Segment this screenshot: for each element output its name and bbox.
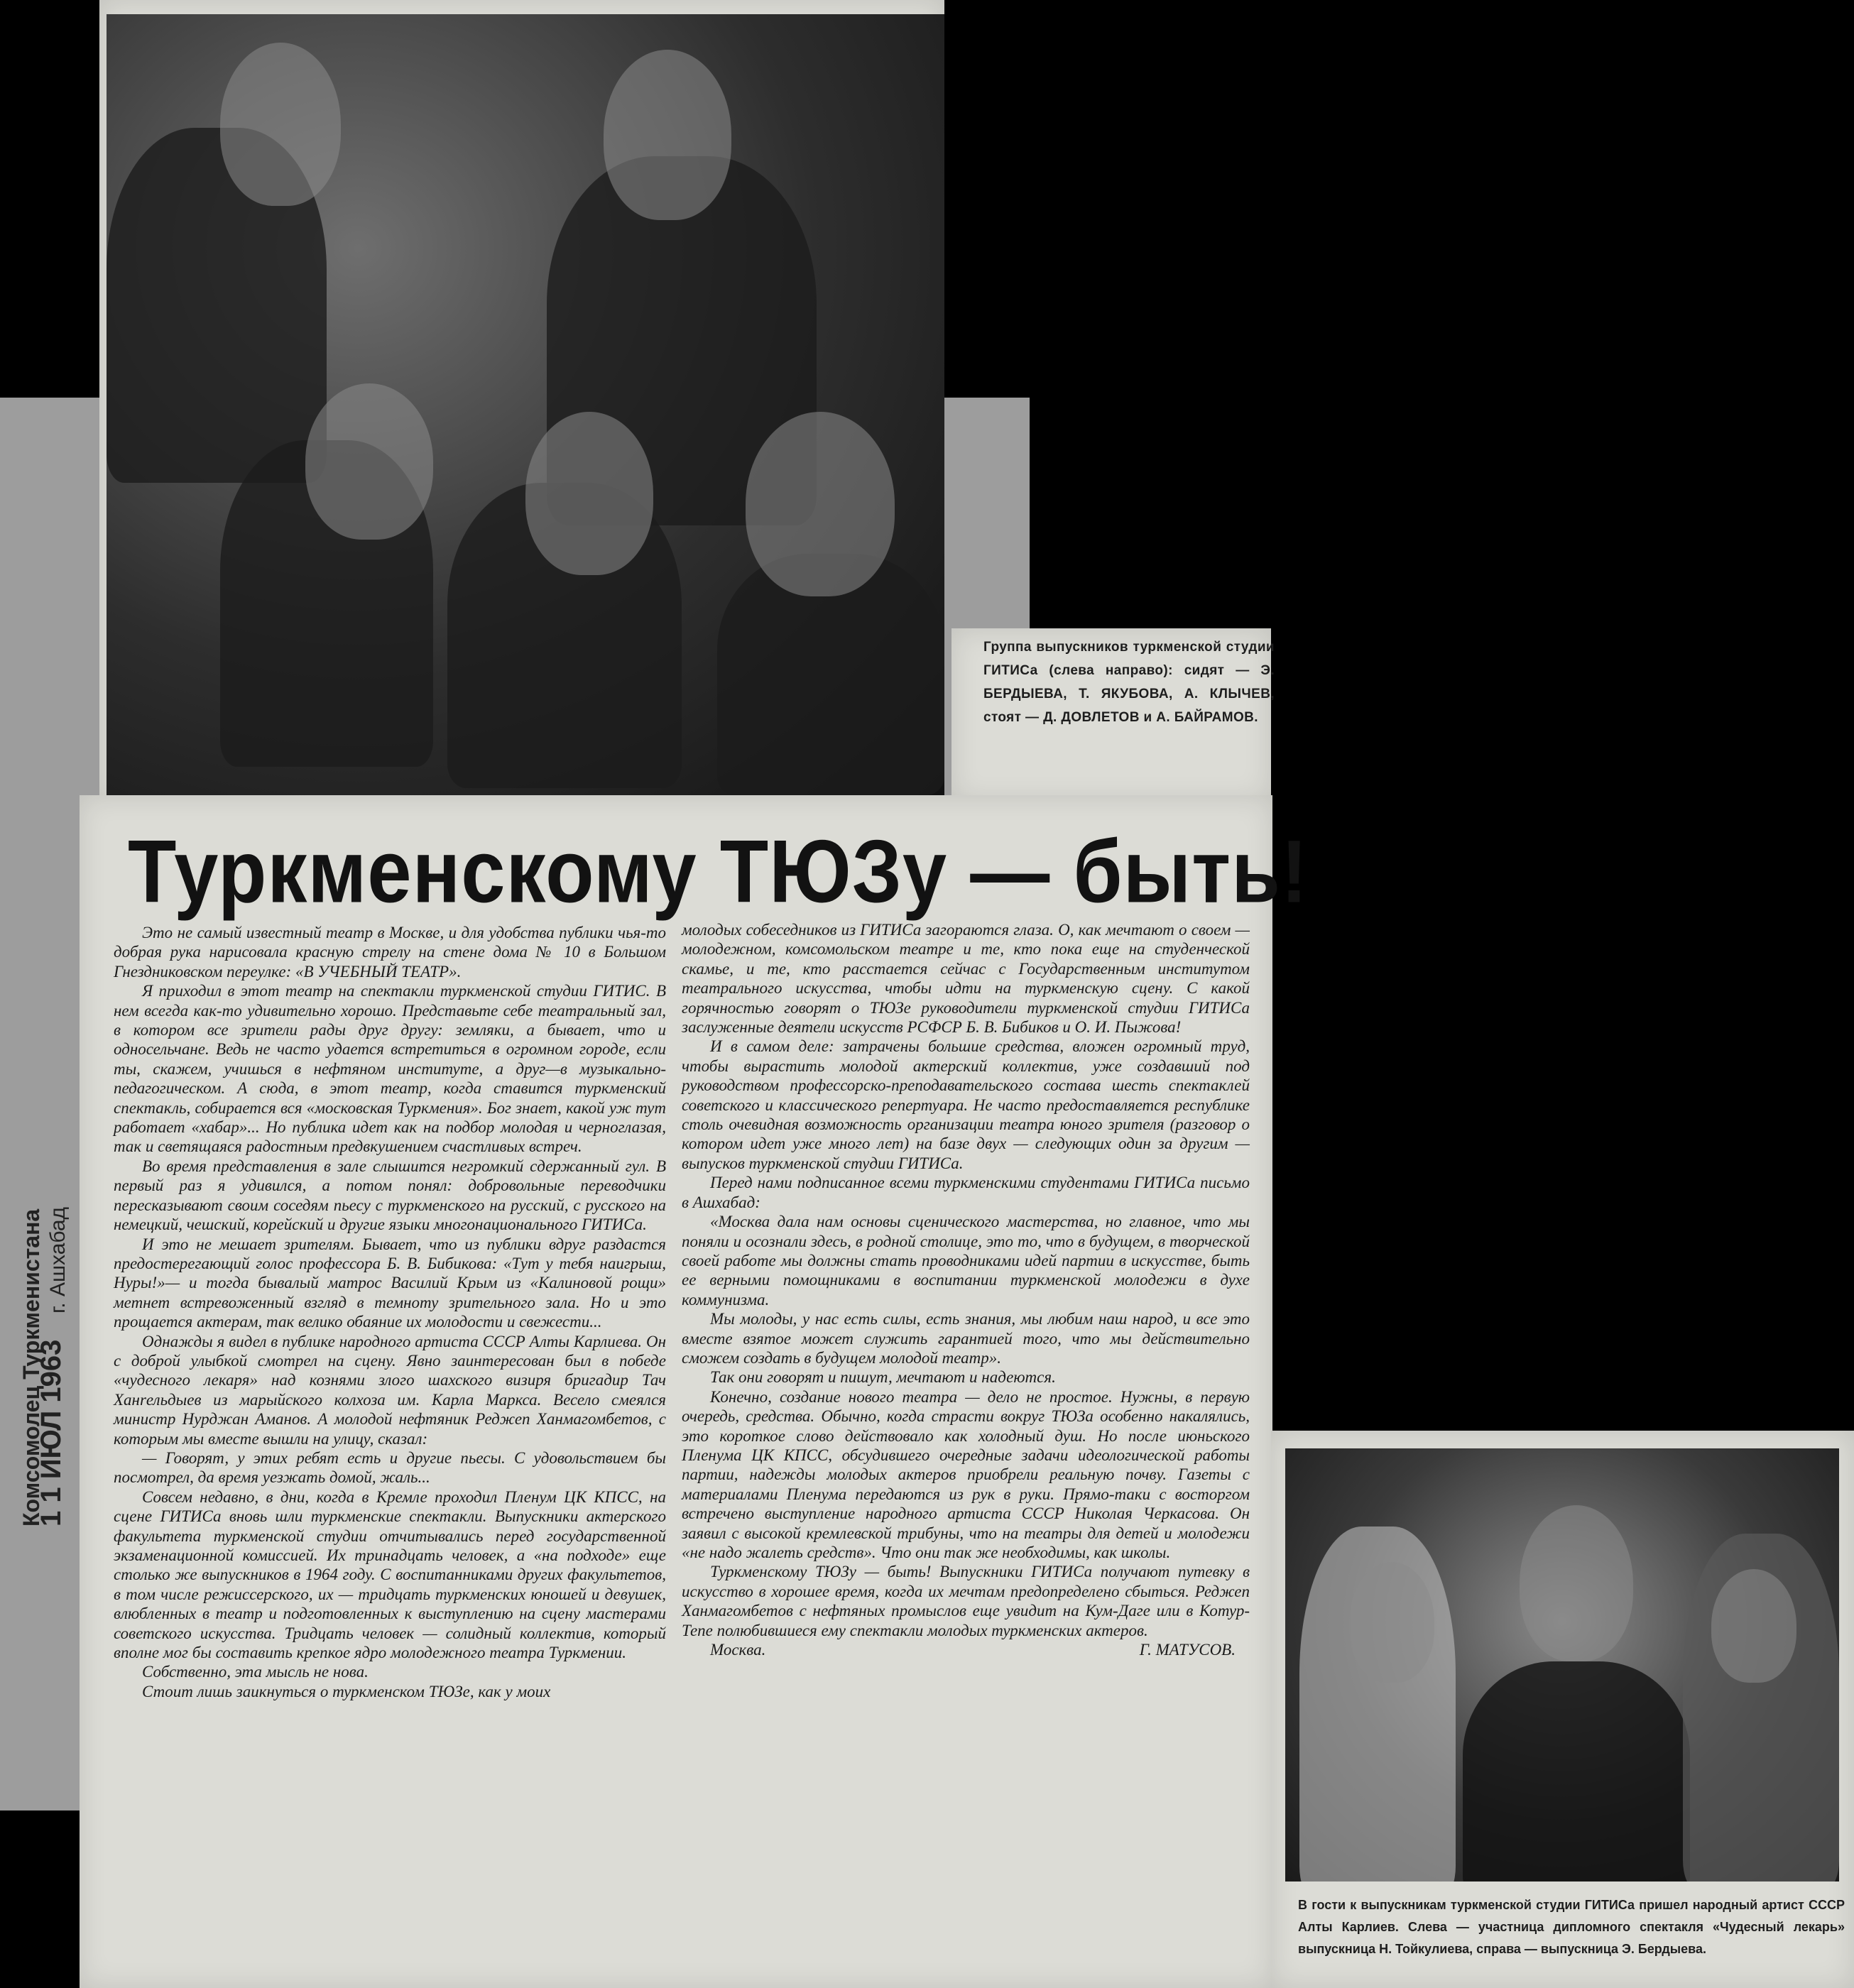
article-headline: Туркменскому ТЮЗу — быть! — [128, 821, 1309, 922]
group-photo — [107, 14, 944, 795]
newspaper-name: Комсомолец Туркменистана — [18, 1208, 44, 1526]
face-seated-left — [305, 383, 433, 540]
face-center-man — [1520, 1505, 1633, 1661]
visit-photo — [1285, 1448, 1839, 1882]
face-standing-right — [604, 50, 731, 220]
newspaper-city: г. Ашхабад — [46, 1206, 70, 1314]
figure-center-man — [1463, 1661, 1690, 1882]
paragraph: Конечно, создание нового театра — дело не простое. Нужны, в первую очередь, средства. Обычно, когда страсти вокруг ТЮЗа особенно накалялись, это короткое слово действовало как холодный душ. Но после июньского Пленума ЦК КПСС, обсудившего очередные задачи идеологической работы партии, надежды молодых актеров приобрели реальную почву. Газеты с материалами Пленума передаются из рук в руки. Прямо-таки с восторгом встречено выступление народного артиста СССР Николая Черкасова. Он заявил с высокой кремлевской трибуны, что на театры для детей и молодежи «не надо жалеть средств». Что они так же необходимы, как школы. — [682, 1387, 1250, 1561]
paragraph: Во время представления в зале слышится негромкий сдержанный гул. В первый раз я удивился, а потом понял: добровольные переводчики пересказывают своим соседям пьесу с туркменского на русский, с русского на немецкий, чешский, корейский и другие языки многонационального ГИТИСа. — [114, 1157, 666, 1234]
article-signature — [682, 1640, 1250, 1659]
paragraph: Собственно, эта мысль не нова. — [142, 1663, 369, 1681]
face-seated-right — [746, 412, 895, 596]
paragraph: Совсем недавно, в дни, когда в Кремле проходил Пленум ЦК КПСС, на сцене ГИТИСа вновь шли туркменские спектакли. Выпускники актерского факультета туркменской студии отчитывались перед государственной экзаменационной комиссией. Их тринадцать человек, а «на подходе» еще столько же выпускников в 1964 году. С воспитанниками других факультетов, в том числе режиссерского, их — тридцать туркменских юношей и девушек, влюбленных в театр и подготовленных к выступлению на сцену мастерами советского искусства. Тридцать человек — солидный коллектив, который вполне мог бы составить крепкое ядро молодежного театра Туркмении. — [114, 1487, 666, 1662]
bottom-photo-caption: В гости к выпускникам туркменской студии ГИТИСа пришел народный артист СССР Алты Карлиев. Слева — участница дипломного спектакля «Чудесный лекарь» выпускница Н. Тойкулиева, справа — выпускница Э. Бердыева. — [1298, 1898, 1845, 1956]
publication-date: 1 1 ИЮЛ 1963 — [36, 1339, 67, 1526]
paragraph: молодых собеседников из ГИТИСа загораются глаза. О, как мечтают о своем — молодежном, комсомольском театре и те, кто пока еще на студенческой скамье, и те, кто расстается сейчас с Государственным институтом театрального искусства, чтобы идти на туркменскую сцену. С какой горячностью говорят о ТЮЗе руководители туркменской студии ГИТИСа заслуженные деятели искусств РСФСР Б. В. Бибиков и О. И. Пыжова! — [682, 921, 1250, 1037]
paragraph: Стоит лишь заикнуться о туркменском ТЮЗе, как у моих — [142, 1682, 551, 1700]
paragraph: Это не самый известный театр в Москве, и для удобства публики чья-то добрая рука нарисовала красную стрелу на стене дома № 10 в Большом Гнездниковском переулке: «В УЧЕБНЫЙ ТЕАТР». — [114, 924, 666, 981]
paragraph: Однажды я видел в публике народного артиста СССР Алты Карлиева. Он с доброй улыбкой смотрел на сцену. Явно заинтересован был в победе «чудесного лекаря» над кознями злого шахского визиря бригадир Тач Ханrельдыев из марыйского колхоза им. Карла Маркса. Весело смеялся министр Нурджан Аманов. А молодой нефтяник Реджеп Ханмагомбетов, с которым мы вместе вышли на улицу, сказал: — [114, 1332, 666, 1448]
paragraph: Так они говорят и пишут, мечтают и надеются. — [710, 1368, 1056, 1387]
paragraph: — Говорят, у этих ребят есть и другие пьесы. С удовольствием бы посмотрел, да время уезжать домой, жаль... — [114, 1448, 666, 1487]
date-stamp — [36, 1340, 67, 1526]
article-column-left — [114, 923, 666, 1701]
face-seated-center — [525, 412, 653, 575]
top-photo-caption: Группа выпускников туркменской студии ГИТИСа (слева направо): сидят — Э. БЕРДЫЕВА, Т. ЯКУБОВА, А. КЛЫЧЕВ, стоят — Д. ДОВЛЕТОВ и А. БАЙРАМОВ. — [983, 640, 1275, 725]
signature-author: Г. МАТУСОВ. — [1139, 1641, 1236, 1659]
face-right-woman — [1711, 1569, 1796, 1683]
article-column-right — [682, 920, 1250, 1659]
paragraph: Туркменскому ТЮЗу — быть! Выпускники ГИТИСа получают путевку в искусство в хорошее время, когда их мечтам предопределено сбыться. Реджеп Ханмагомбетов с нефтяных промыслов еще увидит на Кум-Даге или в Котур-Тепе полюбившиеся ему спектакли молодых туркменских актеров. — [682, 1563, 1250, 1639]
face-standing-left — [220, 43, 341, 206]
paragraph: И в самом деле: затрачены большие средства, вложен огромный труд, чтобы вырастить молодой актерский коллектив, уже создавший под руководством профессорско-преподавательского состава шесть спектаклей советского и классического репертуара. Не часто предоставляется республике столь очевидная возможность организации театра юного зрителя (разговор о котором идет уже много лет) на базе двух — следующих один за другим — выпусков туркменской студии ГИТИСа. — [682, 1037, 1250, 1172]
paragraph: Я приходил в этот театр на спектакли туркменской студии ГИТИС. В нем всегда как-то удивительно хорошо. Представьте себе театральный зал, в котором все зрители рады друг другу: земляки, а бывает, что и односельчане. Ведь не часто удается встретиться в огромном городе, если ты, скажем, учишься в нефтяном институте, а друг—в музыкально-педагогическом. А сюда, в этот театр, когда ставится туркменский спектакль, собирается вся «московская Туркмения». Бог знает, какой уж тут работает «хабар»... Но публика идет как на подбор молодая и черноглазая, так и светящаяся радостным предвкушением счастливых встреч. — [114, 982, 666, 1156]
paragraph: Мы молоды, у нас есть силы, есть знания, мы любим наш народ, и все это вместе взятое может служить гарантией того, что мы действительно сможем создать в будущем молодой театр». — [682, 1310, 1250, 1367]
signature-place: Москва. — [710, 1641, 766, 1659]
paragraph: «Москва дала нам основы сценического мастерства, но главное, что мы поняли и осознали здесь, в родной столице, это то, что в будущем, в творческой своей работе мы должны стать проводниками идей партии в искусстве, быть ее верными помощниками в воспитании туркменской молодежи в духе коммунизма. — [682, 1213, 1250, 1309]
face-left-woman — [1349, 1562, 1434, 1683]
paragraph: И это не мешает зрителям. Бывает, что из публики вдруг раздастся предостерегающий голос профессора Б. В. Бибикова: «Тут у тебя наигрыш, Нуры!»— и тогда бывалый матрос Василий Крым из «Калиновой рощи» метнет встревоженный взгляд в темноту зрительного зала. Но и это прощается актерам, так велико обаяние их молодости и свежести... — [114, 1235, 666, 1331]
paragraph: Перед нами подписанное всеми туркменскими студентами ГИТИСа письмо в Ашхабад: — [682, 1174, 1250, 1211]
